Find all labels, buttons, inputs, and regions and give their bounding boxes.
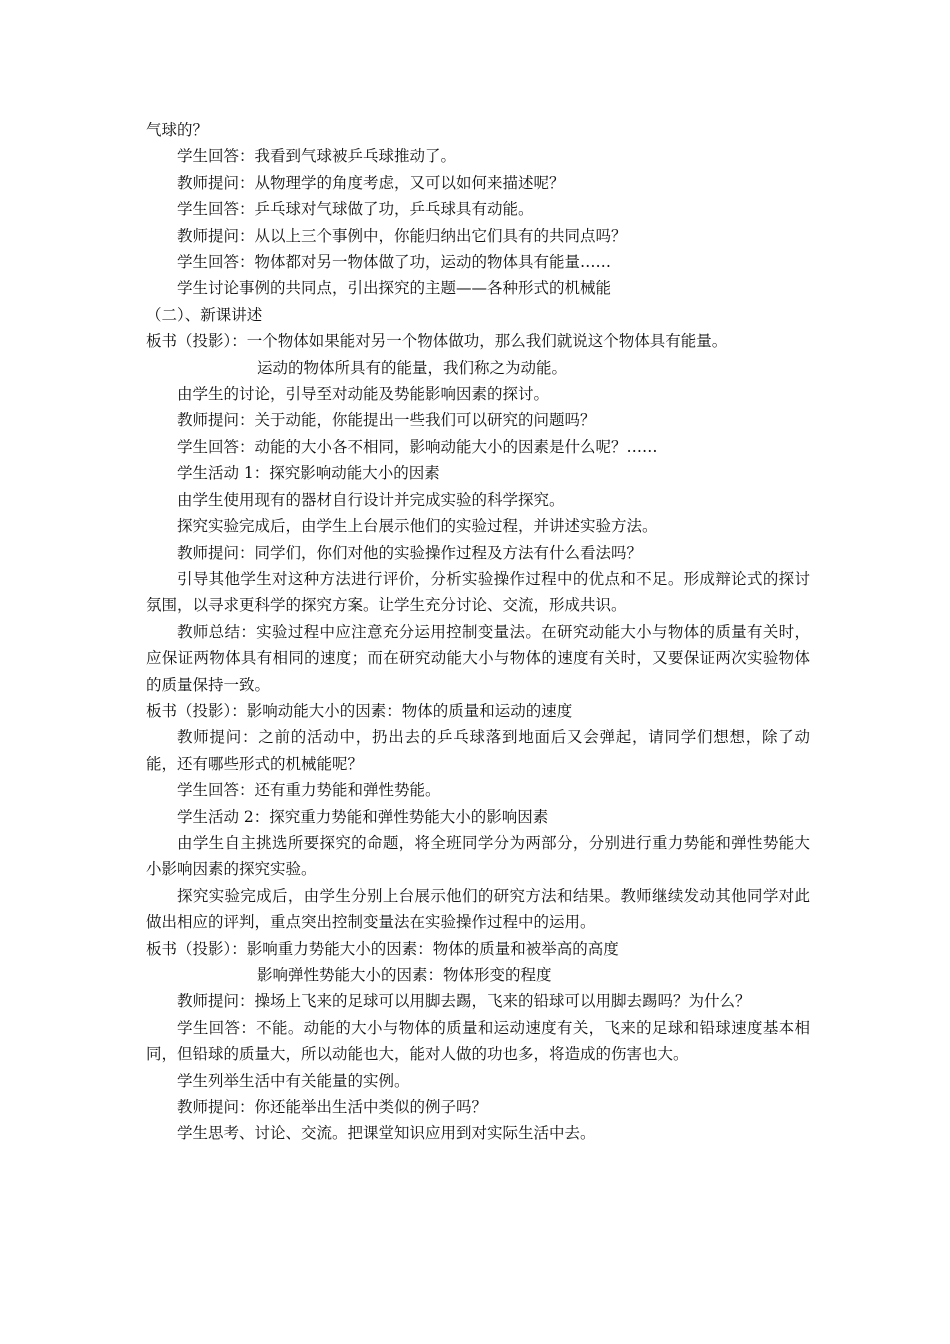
activity-heading: 学生活动 2：探究重力势能和弹性势能大小的影响因素 (177, 807, 549, 826)
paragraph: 学生列举生活中有关能量的实例。 (177, 1071, 410, 1090)
blackboard-note-continued: 运动的物体所具有的能量，我们称之为动能。 (257, 358, 568, 377)
paragraph: 探究实验完成后，由学生上台展示他们的实验过程，并讲述实验方法。 (177, 517, 658, 536)
paragraph: 探究实验完成后，由学生分别上台展示他们的研究方法和结果。教师继续发动其他同学对此做出相应的评判，重点突出控制变量法在实验操作过程中的运用。 (146, 886, 810, 932)
paragraph: 学生回答：物体都对另一物体做了功，运动的物体具有能量…… (177, 253, 612, 272)
paragraph: 学生回答：还有重力势能和弹性势能。 (177, 781, 441, 800)
paragraph: 教师总结：实验过程中应注意充分运用控制变量法。在研究动能大小与物体的质量有关时，应保证两物体具有相同的速度；而在研究动能大小与物体的速度有关时，又要保证两次实验物体的质量保持一致。 (146, 622, 810, 694)
blackboard-note: 板书（投影）：一个物体如果能对另一个物体做功，那么我们就说这个物体具有能量。 (146, 332, 728, 351)
paragraph: 学生回答：动能的大小各不相同，影响动能大小的因素是什么呢？…… (177, 437, 658, 456)
paragraph: 教师提问：从物理学的角度考虑，又可以如何来描述呢？ (177, 173, 565, 192)
paragraph: 教师提问：关于动能，你能提出一些我们可以研究的问题吗？ (177, 411, 596, 430)
paragraph: 学生回答：不能。动能的大小与物体的质量和运动速度有关，飞来的足球和铅球速度基本相同，但铅球的质量大，所以动能也大，能对人做的功也多，将造成的伤害也大。 (146, 1018, 810, 1064)
paragraph: 学生回答：乒乓球对气球做了功，乒乓球具有动能。 (177, 200, 534, 219)
paragraph: 教师提问：之前的活动中，扔出去的乒乓球落到地面后又会弹起，请同学们想想，除了动能，还有哪些形式的机械能呢？ (146, 728, 810, 773)
paragraph: 教师提问：从以上三个事例中，你能归纳出它们具有的共同点吗？ (177, 226, 627, 245)
paragraph: 由学生自主挑选所要探究的命题，将全班同学分为两部分，分别进行重力势能和弹性势能大小影响因素的探究实验。 (146, 833, 810, 879)
paragraph: 引导其他学生对这种方法进行评价，分析实验操作过程中的优点和不足。形成辩论式的探讨氛围，以寻求更科学的探究方案。让学生充分讨论、交流，形成共识。 (146, 569, 810, 615)
paragraph: 学生思考、讨论、交流。把课堂知识应用到对实际生活中去。 (177, 1124, 596, 1143)
blackboard-note-continued: 影响弹性势能大小的因素：物体形变的程度 (257, 966, 552, 984)
paragraph: 教师提问：你还能举出生活中类似的例子吗？ (177, 1098, 488, 1117)
paragraph: 学生讨论事例的共同点，引出探究的主题——各种形式的机械能 (177, 279, 612, 298)
document-body (146, 117, 810, 1147)
paragraph: 学生回答：我看到气球被乒乓球推动了。 (177, 147, 457, 166)
activity-heading: 学生活动 1：探究影响动能大小的因素 (177, 464, 440, 483)
paragraph: 教师提问：操场上飞来的足球可以用脚去踢，飞来的铅球可以用脚去踢吗？为什么？ (177, 992, 751, 1011)
blackboard-note: 板书（投影）：影响重力势能大小的因素：物体的质量和被举高的高度 (146, 939, 619, 958)
paragraph: 由学生使用现有的器材自行设计并完成实验的科学探究。 (177, 490, 565, 509)
blackboard-note: 板书（投影）：影响动能大小的因素：物体的质量和运动的速度 (146, 701, 573, 720)
paragraph: 由学生的讨论，引导至对动能及势能影响因素的探讨。 (177, 385, 550, 404)
section-heading: （二）、新课讲述 (146, 305, 263, 324)
paragraph: 气球的？ (146, 121, 209, 139)
paragraph: 教师提问：同学们，你们对他的实验操作过程及方法有什么看法吗？ (177, 543, 643, 562)
